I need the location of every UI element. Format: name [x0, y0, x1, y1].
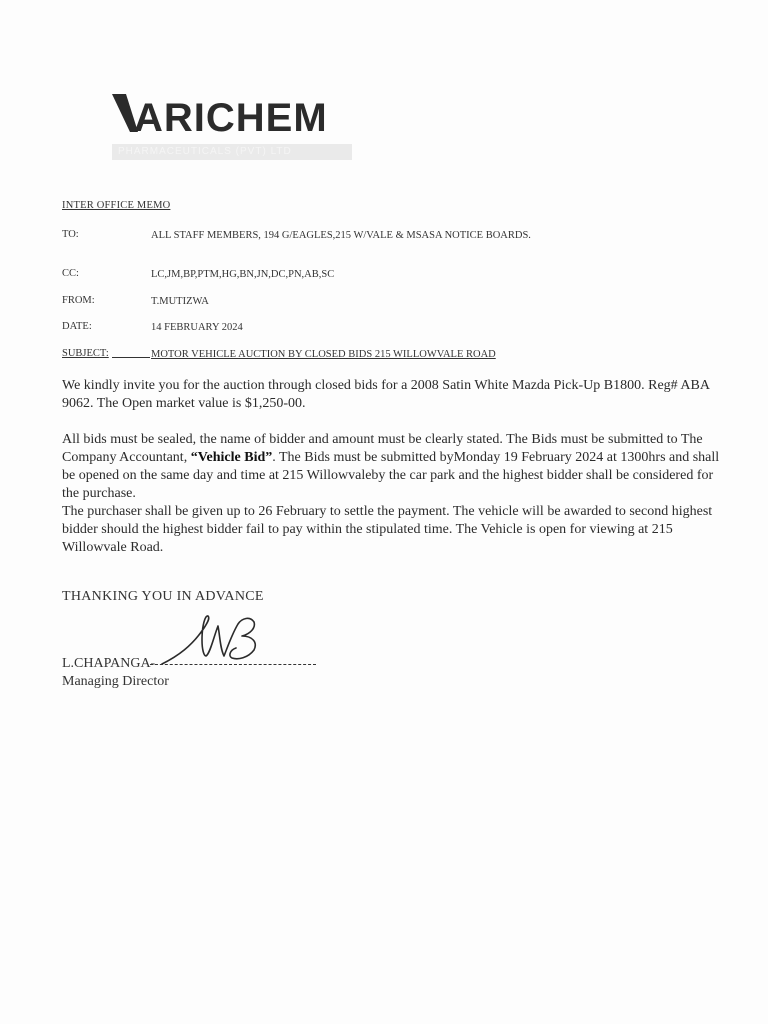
paragraph-invitation: We kindly invite you for the auction through closed bids for a 2008 Satin White Mazda Pick-Up B1800. Reg# ABA 9062. The Open market value is $1,250-00. — [62, 378, 710, 411]
closing-thanks: THANKING YOU IN ADVANCE — [62, 589, 264, 604]
date-value: 14 FEBRUARY 2024 — [151, 322, 243, 333]
signer-title: Managing Director — [62, 674, 169, 689]
paragraph-payment-terms: The purchaser shall be given up to 26 February to settle the payment. The vehicle will be awarded to second highest bidder should the highest bidder fail to pay within the stipulated time. The Vehicle is open for viewing at 215 Willowvale Road. — [62, 504, 713, 555]
subject-label: SUBJECT: — [62, 348, 109, 359]
company-logo — [108, 88, 354, 168]
logo-tagline-band — [112, 144, 352, 160]
to-value: ALL STAFF MEMBERS, 194 G/EAGLES,215 W/VALE & MSASA NOTICE BOARDS. — [151, 230, 531, 241]
memo-heading: INTER OFFICE MEMO — [62, 200, 171, 211]
subject-underline — [112, 357, 150, 358]
from-label: FROM: — [62, 295, 95, 306]
cc-value: LC,JM,BP,PTM,HG,BN,JN,DC,PN,AB,SC — [151, 269, 335, 280]
vehicle-bid-label: “Vehicle Bid” — [190, 450, 273, 465]
from-value: T.MUTIZWA — [151, 296, 209, 307]
subject-value: MOTOR VEHICLE AUCTION BY CLOSED BIDS 215 WILLOWVALE ROAD — [151, 349, 496, 360]
signature-mark — [158, 606, 268, 678]
logo-wordmark: ARICHEM — [134, 96, 328, 140]
signer-name: L.CHAPANGA- — [62, 656, 156, 671]
arichem-logo-mark — [108, 88, 354, 144]
to-label: TO: — [62, 229, 79, 240]
date-label: DATE: — [62, 321, 92, 332]
logo-tagline: PHARMACEUTICALS (PVT) LTD — [118, 146, 292, 157]
cc-label: CC: — [62, 268, 79, 279]
paragraph-bid-instructions: All bids must be sealed, the name of bidder and amount must be clearly stated. The Bids must be submitted to The Company Accountant, “Vehicle Bid”. The Bids must be submitted byMonday 19 February 2024 at 1300hrs and shall be opened on the same day and time at 215 Willowvaleby the car park and the highest bidder shall be considered for the purchase. — [62, 432, 720, 501]
signature-line — [150, 664, 316, 665]
